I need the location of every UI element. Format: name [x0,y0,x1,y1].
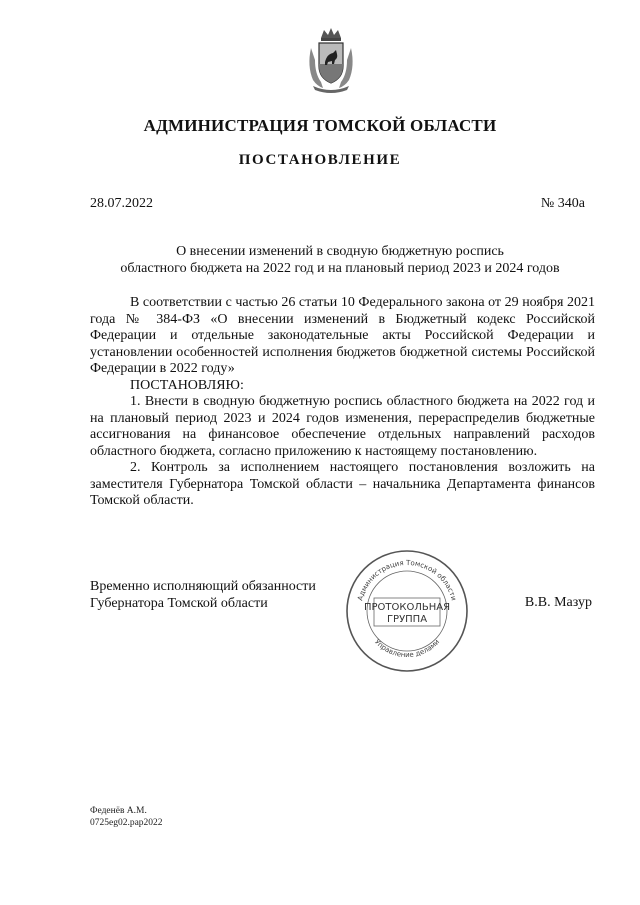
official-stamp [344,548,470,674]
item-2-paragraph: 2. Контроль за исполнением настоящего постановления возложить на заместителя Губернатора Томской области – начальника Департамента финансов Томской области. [90,460,595,508]
coat-of-arms-icon [305,26,357,94]
footer-file: 0725eg02.pap2022 [90,818,163,828]
stamp-ring-top: Администрация Томской области [356,558,458,602]
subject-line-2: областного бюджета на 2022 год и на плановый период 2023 и 2024 годов [120,261,560,276]
document-subject [90,243,590,277]
document-number: № 340а [540,196,585,211]
stamp-ring-bottom: Управление делами [372,637,442,660]
preamble-paragraph: В соответствии с частью 26 статьи 10 Федерального закона от 29 ноября 2021 года № 384-ФЗ «О внесении изменений в Бюджетный кодекс Российской Федерации и отдельные законодательные акты Российской Федерации и установлении особенностей исполнения бюджетов бюджетной системы Российской Федерации в 2022 году» [90,295,595,376]
subject-line-1: О внесении изменений в сводную бюджетную роспись [176,244,504,259]
stamp-center-line-1: ПРОТОКОЛЬНАЯ [363,602,451,613]
document-body [90,295,595,510]
organization-name: АДМИНИСТРАЦИЯ ТОМСКОЙ ОБЛАСТИ [143,116,497,135]
resolve-keyword: ПОСТАНОВЛЯЮ: [130,377,244,393]
document-type: ПОСТАНОВЛЕНИЕ [238,152,402,168]
item-1-paragraph: 1. Внести в сводную бюджетную роспись областного бюджета на 2022 год и на плановый период 2023 и 2024 годов изменения, перераспределив бюджетные ассигнования на финансовое обеспечение отдельных направлений расходов областного бюджета, согласно приложению к настоящему постановлению. [90,394,595,459]
position-line-1: Временно исполняющий обязанности [90,579,316,594]
position-line-2: Губернатора Томской области [90,596,268,611]
document-footer [90,805,163,829]
signatory-name: В.В. Мазур [524,595,592,610]
footer-author: Феденёв А.М. [90,806,147,816]
document-date: 28.07.2022 [90,196,153,211]
signatory-position [90,578,316,612]
stamp-center-line-2: ГРУППА [386,614,428,625]
